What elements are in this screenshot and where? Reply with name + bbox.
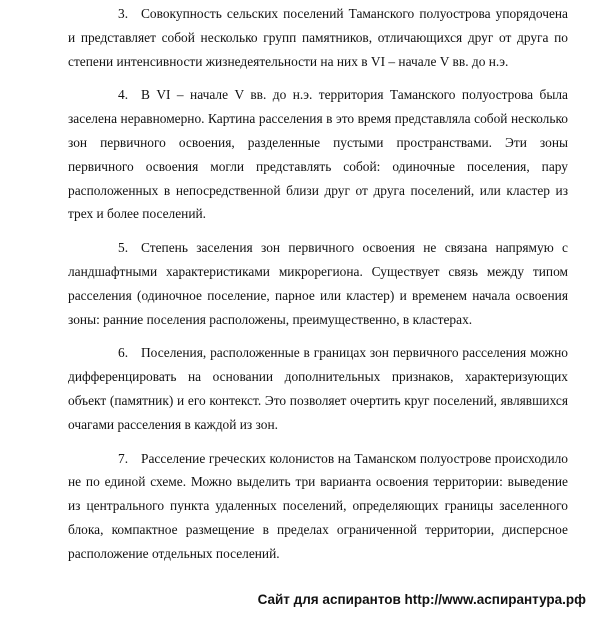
paragraph-text: Совокупность сельских поселений Таманского полуострова упорядочена и представляет собой несколько групп памятников, отличающихся друг от друга по степени интенсивности жизнедеятельности на них в VI – начале V вв. до н.э. [68,6,568,69]
paragraph-3 [68,2,568,73]
paragraph-text: Степень заселения зон первичного освоения не связана напрямую с ландшафтными характеристиками микрорегиона. Существует связь между типом расселения (одиночное поселение, парное или кластер) и временем начала освоения зоны: ранние поселения расположены, преимущественно, в кластерах. [68,240,568,327]
paragraph-number: 3. [118,6,129,21]
paragraph-text: Поселения, расположенные в границах зон первичного расселения можно дифференцировать на основании дополнительных признаков, характеризующих объект (памятник) и его контекст. Это позволяет очертить круг поселений, являвшихся очагами расселения в каждой из зон. [68,345,568,432]
paragraph-4 [68,83,568,226]
paragraph-number: 7. [118,450,129,466]
paragraph-text: Расселение греческих колонистов на Таманском полуострове происходило не по единой схеме. Можно выделить три варианта освоения территории: выведение из центрального пункта удаленных поселений, определяющих границы заселенного блока, компактное размещение в пределах ограниченной территории, дисперсное расположение отдельных поселений. [68,450,568,561]
paragraph-5 [68,236,568,331]
paragraph-number: 4. [118,87,129,103]
site-watermark: Сайт для аспирантов http://www.аспирантура.рф [257,592,586,607]
paragraph-number: 6. [118,345,129,361]
paragraph-text: В VI – начале V вв. до н.э. территория Таманского полуострова была заселена неравномерно. Картина расселения в это время представляла собой несколько зон первичного освоения, разделенные пустыми пространствами. Эти зоны первичного освоения могли представлять собой: одиночные поселения, пару расположенных в непосредственной близи друг от друга поселений, или кластер из трех и более поселений. [68,87,568,222]
paragraph-6 [68,341,568,436]
document-body [68,2,568,576]
paragraph-number: 5. [118,240,129,256]
paragraph-7 [68,447,568,566]
